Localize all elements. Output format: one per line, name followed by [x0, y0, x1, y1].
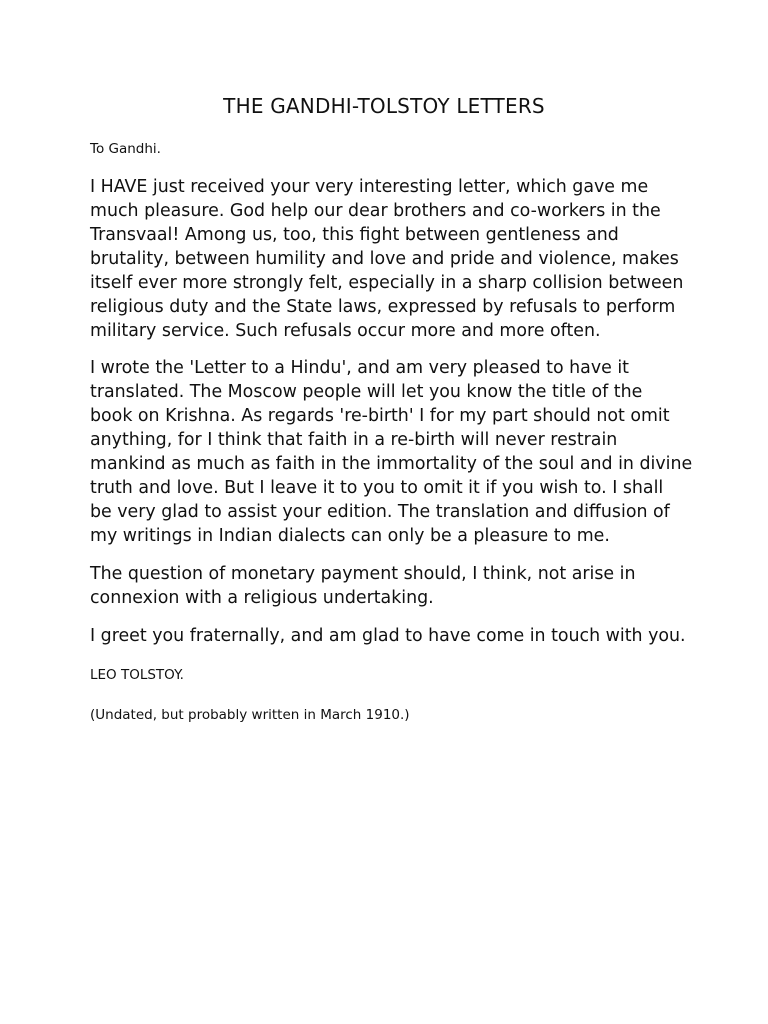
paragraph-line: military service. Such refusals occur more and more often.: [90, 321, 601, 341]
paragraph-line: I greet you fraternally, and am glad to have come in touch with you.: [90, 626, 686, 646]
salutation: To Gandhi.: [90, 141, 161, 157]
paragraph-4: [90, 624, 690, 648]
paragraph-line: itself ever more strongly felt, especially in a sharp collision between: [90, 273, 684, 293]
paragraph-line: book on Krishna. As regards 're-birth' I for my part should not omit: [90, 406, 670, 426]
document-title: THE GANDHI-TOLSTOY LETTERS: [223, 94, 545, 118]
paragraph-line: I wrote the 'Letter to a Hindu', and am very pleased to have it: [90, 358, 629, 378]
paragraph-line: my writings in Indian dialects can only be a pleasure to me.: [90, 526, 610, 546]
paragraph-line: I HAVE just received your very interesting letter, which gave me: [90, 177, 649, 197]
signature: LEO TOLSTOY.: [90, 667, 184, 683]
paragraph-line: brutality, between humility and love and pride and violence, makes: [90, 249, 679, 269]
paragraph-line: connexion with a religious undertaking.: [90, 588, 434, 608]
paragraph-2: [90, 356, 693, 548]
paragraph-3: [90, 562, 690, 610]
paragraph-line: mankind as much as faith in the immortality of the soul and in divine: [90, 454, 693, 474]
paragraph-line: truth and love. But I leave it to you to omit it if you wish to. I shall: [90, 478, 664, 498]
date-note: (Undated, but probably written in March 1910.): [90, 707, 410, 723]
paragraph-line: much pleasure. God help our dear brothers and co-workers in the: [90, 201, 661, 221]
paragraph-line: translated. The Moscow people will let you know the title of the: [90, 382, 643, 402]
paragraph-line: be very glad to assist your edition. The translation and diffusion of: [90, 502, 670, 522]
paragraph-line: religious duty and the State laws, expressed by refusals to perform: [90, 297, 676, 317]
paragraph-line: The question of monetary payment should, I think, not arise in: [90, 564, 636, 584]
paragraph-line: anything, for I think that faith in a re-birth will never restrain: [90, 430, 618, 450]
paragraph-1: [90, 175, 690, 343]
paragraph-line: Transvaal! Among us, too, this fight between gentleness and: [90, 225, 619, 245]
